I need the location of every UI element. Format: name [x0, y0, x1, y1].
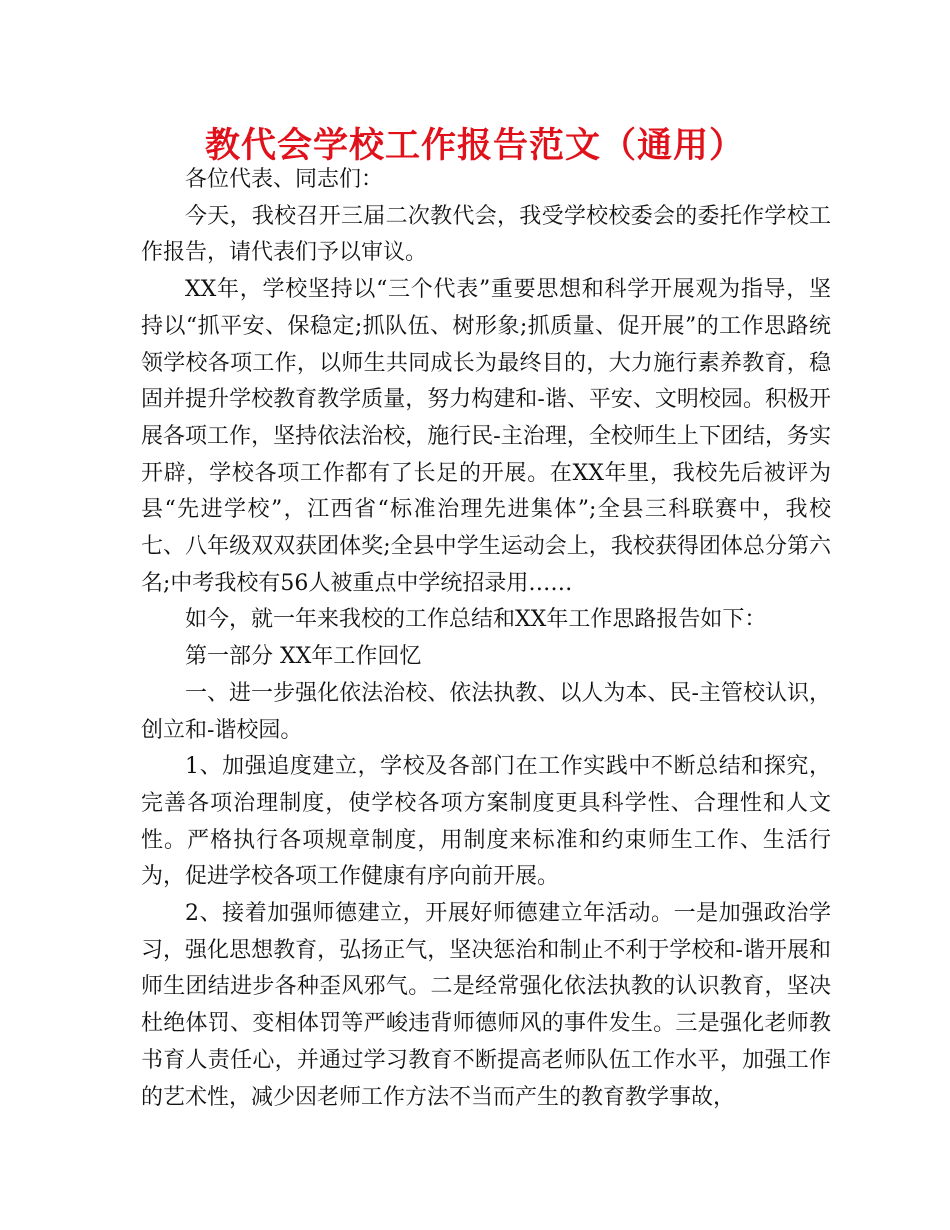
subsection-heading: 一、进一步强化依法治校、依法执教、以人为本、民-主管校认识，创立和-谐校园。 [141, 680, 831, 743]
paragraph-intro: 如今，就一年来我校的工作总结和XX年工作思路报告如下： [185, 607, 767, 633]
paragraph-salutation: 各位代表、同志们： [185, 167, 384, 192]
paragraph-opening: 今天，我校召开三届二次教代会，我受学校校委会的委托作学校工作报告，请代表们予以审议。 [141, 203, 831, 266]
paragraph-summary: XX年，学校坚持以“三个代表”重要思想和科学开展观为指导，坚持以“抓平安、保稳定;抓队伍、树形象;抓质量、促开展”的工作思路统领学校各项工作，以师生共同成长为最终目的，大力施行素养教育，稳固并提升学校教育教学质量，努力构建和-谐、平安、文明校园。积极开展各项工作，坚持依法治校，施行民-主治理，全校师生上下团结，务实开辟，学校各项工作都有了长足的开展。在XX年里，我校先后被评为县“先进学校”，江西省“标准治理先进集体”;全县三科联赛中，我校七、八年级双双获团体奖;全县中学生运动会上，我校获得团体总分第六名;中考我校有56人被重点中学统招录用…… [141, 277, 831, 596]
document-title: 教代会学校工作报告范文（通用） [204, 126, 745, 166]
document-body [141, 162, 831, 1116]
paragraph-item-2: 2、接着加强师德建立，开展好师德建立年活动。一是加强政治学习，强化思想教育，弘扬正气，坚决惩治和制止不利于学校和-谐开展和师生团结进步各种歪风邪气。二是经常强化依法执教的认识教育，坚决杜绝体罚、变相体罚等严峻违背师德师风的事件发生。三是强化老师教书育人责任心，并通过学习教育不断提高老师队伍工作水平，加强工作的艺术性，减少因老师工作方法不当而产生的教育教学事故， [141, 901, 831, 1110]
section-heading: 第一部分 XX年工作回忆 [185, 644, 422, 670]
paragraph-item-1: 1、加强追度建立，学校及各部门在工作实践中不断总结和探究，完善各项治理制度，使学校各项方案制度更具科学性、合理性和人文性。严格执行各项规章制度，用制度来标准和约束师生工作、生活行为，促进学校各项工作健康有序向前开展。 [141, 754, 831, 890]
